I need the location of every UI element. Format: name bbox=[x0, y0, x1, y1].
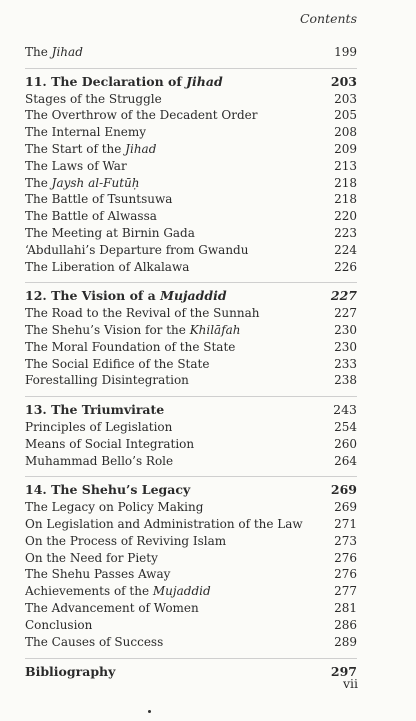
toc-entry bbox=[25, 436, 357, 453]
toc-chapter-heading bbox=[25, 396, 357, 419]
toc-title: 14. The Shehu’s Legacy bbox=[25, 482, 191, 498]
toc-title: 11. The Declaration of Jihad bbox=[25, 73, 223, 89]
toc-page-number: 269 bbox=[334, 500, 357, 515]
toc-entry bbox=[25, 225, 357, 242]
toc-entry bbox=[25, 124, 357, 141]
toc-entry bbox=[25, 259, 357, 276]
toc-page-number: 254 bbox=[334, 419, 357, 434]
running-head: Contents bbox=[299, 11, 357, 26]
toc-entry bbox=[25, 91, 357, 108]
toc-title: The Laws of War bbox=[25, 158, 127, 173]
toc-page-number: 223 bbox=[334, 225, 357, 240]
toc-title: The Battle of Tsuntsuwa bbox=[25, 192, 173, 207]
toc-title: The Advancement of Women bbox=[25, 600, 199, 615]
toc-title: The Battle of Alwassa bbox=[25, 209, 157, 224]
toc-title: ʻAbdullahi’s Departure from Gwandu bbox=[25, 242, 249, 257]
toc-chapter-heading bbox=[25, 282, 357, 305]
toc-bibliography bbox=[25, 658, 357, 681]
toc-entry bbox=[25, 175, 357, 192]
toc-entry bbox=[25, 419, 357, 436]
toc-entry bbox=[25, 583, 357, 600]
toc-title: 13. The Triumvirate bbox=[25, 402, 165, 418]
toc-page-number: 205 bbox=[334, 108, 357, 123]
toc-entry bbox=[25, 305, 357, 322]
toc-page-number: 271 bbox=[334, 516, 357, 531]
toc-page-number: 230 bbox=[334, 339, 357, 354]
toc-page-number: 243 bbox=[333, 402, 357, 418]
toc-entry bbox=[25, 550, 357, 567]
toc-entry bbox=[25, 208, 357, 225]
toc-entry bbox=[25, 516, 357, 533]
toc-entry bbox=[25, 533, 357, 550]
toc-page-number: 273 bbox=[334, 533, 357, 548]
toc-title: The Social Edifice of the State bbox=[25, 356, 210, 371]
toc-page-number: 226 bbox=[334, 259, 357, 274]
toc-page-number: 203 bbox=[334, 91, 357, 106]
table-of-contents bbox=[25, 44, 357, 681]
toc-page-number: 260 bbox=[334, 436, 357, 451]
toc-title: Stages of the Struggle bbox=[25, 91, 162, 106]
toc-title: Principles of Legislation bbox=[25, 419, 173, 434]
toc-page-number: 199 bbox=[334, 45, 357, 59]
toc-page-number: 264 bbox=[334, 453, 357, 468]
toc-entry bbox=[25, 453, 357, 470]
toc-entry bbox=[25, 44, 357, 61]
toc-title: The Legacy on Policy Making bbox=[25, 500, 204, 515]
page-number: vii bbox=[342, 676, 358, 691]
toc-entry bbox=[25, 141, 357, 158]
toc-title: The Liberation of Alkalawa bbox=[25, 259, 190, 274]
toc-page-number: 277 bbox=[334, 584, 357, 599]
toc-page-number: 276 bbox=[334, 567, 357, 582]
toc-title: Conclusion bbox=[25, 617, 93, 632]
toc-page-number: 269 bbox=[330, 482, 357, 498]
toc-entry bbox=[25, 566, 357, 583]
toc-title: The Shehu’s Vision for the Khilāfah bbox=[25, 322, 241, 337]
toc-page-number: 281 bbox=[334, 600, 357, 615]
toc-title: Achievements of the Mujaddid bbox=[25, 584, 211, 599]
toc-page-number: 208 bbox=[334, 125, 357, 140]
toc-page-number: 233 bbox=[334, 356, 357, 371]
toc-entry bbox=[25, 322, 357, 339]
toc-page-number: 218 bbox=[334, 192, 357, 207]
toc-title: The Shehu Passes Away bbox=[25, 567, 171, 582]
toc-title: The Jihad bbox=[25, 45, 83, 59]
toc-page-number: 286 bbox=[334, 617, 357, 632]
toc-entry bbox=[25, 339, 357, 356]
toc-title: The Moral Foundation of the State bbox=[25, 339, 236, 354]
toc-entry bbox=[25, 242, 357, 259]
toc-page-number: 227 bbox=[334, 306, 357, 321]
toc-title: Forestalling Disintegration bbox=[25, 373, 189, 388]
toc-title: On Legislation and Administration of the Law bbox=[25, 516, 303, 531]
toc-title: The Overthrow of the Decadent Order bbox=[25, 108, 258, 123]
toc-entry bbox=[25, 617, 357, 634]
toc-page-number: 203 bbox=[330, 73, 357, 89]
toc-title: Bibliography bbox=[25, 664, 116, 680]
toc-page-number: 238 bbox=[334, 373, 357, 388]
toc-page-number: 224 bbox=[334, 242, 357, 257]
toc-title: Muhammad Bello’s Role bbox=[25, 453, 174, 468]
toc-page-number: 297 bbox=[330, 664, 357, 680]
toc-page-number: 220 bbox=[334, 209, 357, 224]
toc-page-number: 213 bbox=[334, 158, 357, 173]
toc-entry bbox=[25, 634, 357, 651]
toc-title: The Jaysh al-Futūḥ bbox=[25, 175, 140, 190]
toc-page-number: 218 bbox=[334, 175, 357, 190]
toc-title: The Causes of Success bbox=[25, 634, 164, 649]
toc-entry bbox=[25, 107, 357, 124]
toc-entry bbox=[25, 356, 357, 373]
toc-title: The Start of the Jihad bbox=[25, 141, 157, 156]
toc-entry bbox=[25, 600, 357, 617]
toc-page-number: 230 bbox=[334, 322, 357, 337]
toc-page-number: 209 bbox=[334, 141, 357, 156]
toc-entry bbox=[25, 191, 357, 208]
toc-title: 12. The Vision of a Mujaddid bbox=[25, 288, 227, 304]
toc-entry bbox=[25, 158, 357, 175]
toc-title: The Road to the Revival of the Sunnah bbox=[25, 306, 260, 321]
toc-title: The Meeting at Birnin Gada bbox=[25, 225, 195, 240]
toc-page-number: 289 bbox=[334, 634, 357, 649]
toc-chapter-heading bbox=[25, 476, 357, 499]
toc-title: On the Process of Reviving Islam bbox=[25, 533, 227, 548]
toc-title: The Internal Enemy bbox=[25, 125, 147, 140]
toc-entry bbox=[25, 499, 357, 516]
toc-title: On the Need for Piety bbox=[25, 550, 158, 565]
toc-entry bbox=[25, 372, 357, 389]
toc-title: Means of Social Integration bbox=[25, 436, 195, 451]
toc-chapter-heading bbox=[25, 68, 357, 91]
toc-page-number: 227 bbox=[330, 288, 357, 304]
toc-page-number: 276 bbox=[334, 550, 357, 565]
print-speck bbox=[148, 710, 151, 713]
